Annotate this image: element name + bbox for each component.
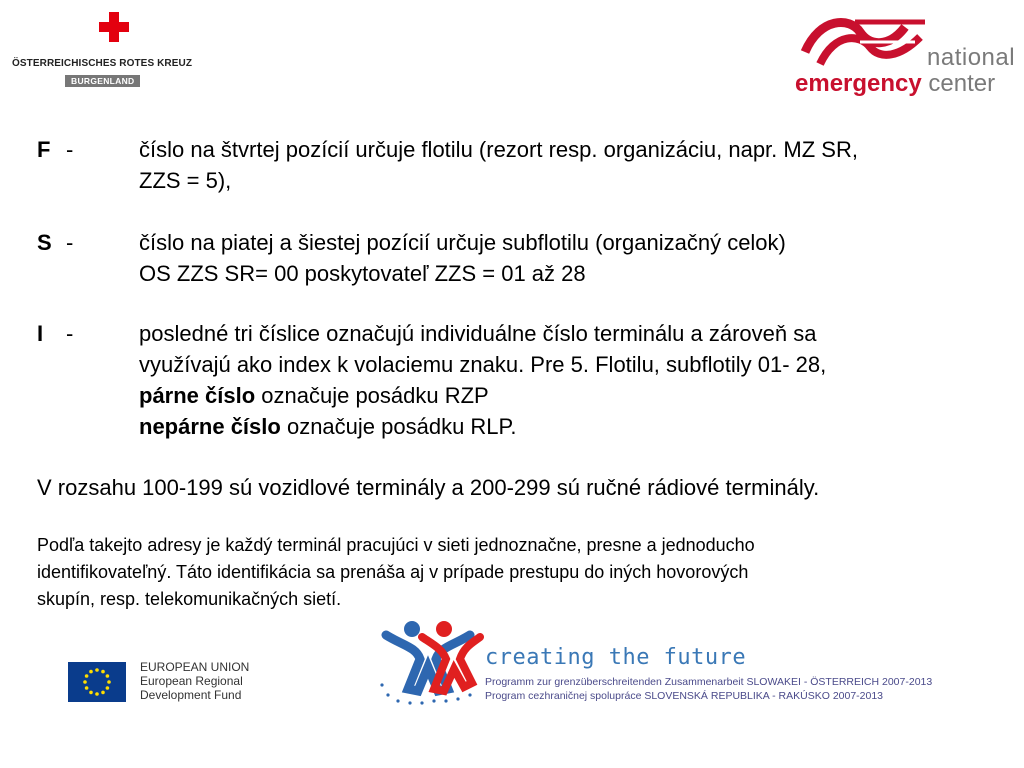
note-line: Podľa takejto adresy je každý terminál pracujúci v sieti jednoznačne, presne a jednoducho (37, 535, 755, 555)
creating-the-future-logo (372, 615, 972, 705)
note-line: identifikovateľný. Táto identifikácia sa prenáša aj v prípade prestupu do iných hovorových (37, 562, 749, 582)
even-number-text: označuje posádku RZP (255, 383, 489, 408)
note-paragraph (37, 532, 997, 613)
nec-swoosh-icon (795, 12, 930, 72)
eu-text (140, 660, 249, 702)
ctf-line2: Program cezhraničnej spolupráce SLOVENSKÁ REPUBLIKA - RAKÚSKO 2007-2013 (485, 690, 884, 702)
even-number-label: párne číslo (139, 383, 256, 408)
nec-word-emergency: emergency (795, 70, 922, 97)
range-paragraph: V rozsahu 100-199 sú vozidlové terminály a 200-299 sú ručné rádiové terminály. (37, 475, 820, 500)
nec-word-line2 (795, 70, 995, 98)
item-key-s: S (37, 230, 52, 255)
red-cross-name: ÖSTERREICHISCHES ROTES KREUZ (12, 58, 193, 69)
item-f-line1: číslo na štvrtej pozícií určuje flotilu (rezort resp. organizáciu, napr. MZ SR, (139, 137, 858, 162)
nec-logo (795, 8, 1017, 98)
item-i-line2: využívajú ako index k volaciemu znaku. Pre 5. Flotilu, subflotily 01- 28, (139, 352, 827, 377)
eu-flag-icon (68, 662, 126, 702)
item-dash-f: - (66, 137, 74, 162)
red-cross-region: BURGENLAND (65, 75, 140, 87)
ctf-line1: Programm zur grenzüberschreitenden Zusammenarbeit SLOWAKEI - ÖSTERREICH 2007-2013 (485, 676, 933, 688)
item-s-line1: číslo na piatej a šiestej pozícií určuje subflotilu (organizačný celok) (139, 230, 786, 255)
red-cross-logo (12, 10, 202, 85)
item-key-i: I (37, 321, 44, 346)
eu-line2: European Regional (140, 674, 243, 688)
red-cross-icon (99, 12, 129, 42)
eu-line3: Development Fund (140, 688, 242, 702)
item-i-even (139, 380, 489, 411)
item-f-line2: ZZS = 5), (139, 168, 232, 193)
eu-line1: EUROPEAN UNION (140, 660, 250, 674)
item-key-f: F (37, 137, 51, 162)
item-dash-s: - (66, 230, 74, 255)
note-line: skupín, resp. telekomunikačných sietí. (37, 589, 342, 609)
item-s-line2: OS ZZS SR= 00 poskytovateľ ZZS = 01 až 28 (139, 261, 586, 286)
nec-word-center: center (928, 70, 996, 97)
item-i-line1: posledné tri číslice označujú individuálne číslo terminálu a zároveň sa (139, 321, 817, 346)
item-dash-i: - (66, 321, 74, 346)
ctf-title: creating the future (485, 645, 747, 670)
ctf-figures-icon (372, 615, 484, 705)
item-i-odd (139, 411, 517, 442)
odd-number-label: nepárne číslo (139, 414, 281, 439)
odd-number-text: označuje posádku RLP. (280, 414, 517, 439)
nec-word-national: national (927, 44, 1016, 71)
